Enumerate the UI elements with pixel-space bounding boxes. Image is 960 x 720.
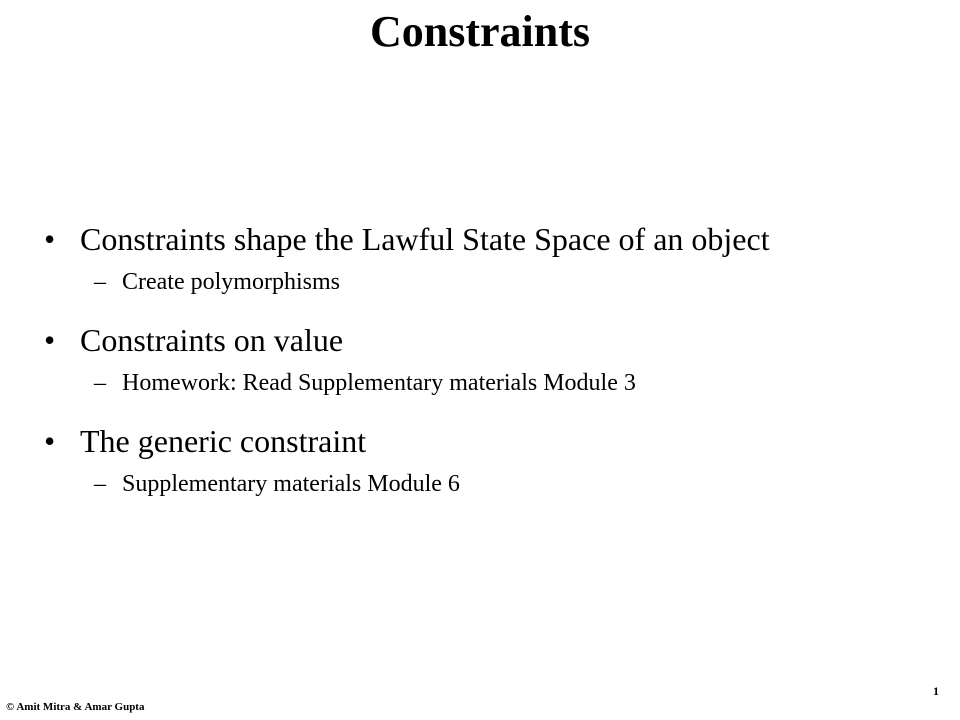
bullet-text: Constraints on value	[80, 322, 344, 358]
sub-bullet-line	[44, 265, 924, 299]
bullet-item	[44, 216, 924, 299]
sub-bullet-text: Create polymorphisms	[122, 269, 340, 295]
bullet-item	[44, 317, 924, 400]
sub-bullet-marker: –	[94, 471, 106, 497]
bullet-text: The generic constraint	[80, 423, 367, 459]
bullet-line	[44, 418, 924, 464]
sub-bullet-text: Supplementary materials Module 6	[122, 471, 460, 497]
slide-title: Constraints	[369, 7, 591, 56]
bullet-marker: •	[44, 423, 56, 459]
bullet-marker: •	[44, 221, 56, 257]
sub-bullet-marker: –	[94, 269, 106, 295]
sub-bullet-line	[44, 467, 924, 501]
bullet-list	[44, 216, 924, 519]
bullet-line	[44, 216, 924, 262]
sub-bullet-line	[44, 366, 924, 400]
sub-bullet-marker: –	[94, 370, 106, 396]
sub-bullet-text: Homework: Read Supplementary materials Module 3	[122, 370, 636, 396]
bullet-marker: •	[44, 322, 56, 358]
bullet-item	[44, 418, 924, 501]
page-number: 1	[933, 684, 939, 698]
bullet-line	[44, 317, 924, 363]
footer-copyright: © Amit Mitra & Amar Gupta	[6, 701, 145, 713]
bullet-text: Constraints shape the Lawful State Space of an object	[80, 221, 770, 257]
